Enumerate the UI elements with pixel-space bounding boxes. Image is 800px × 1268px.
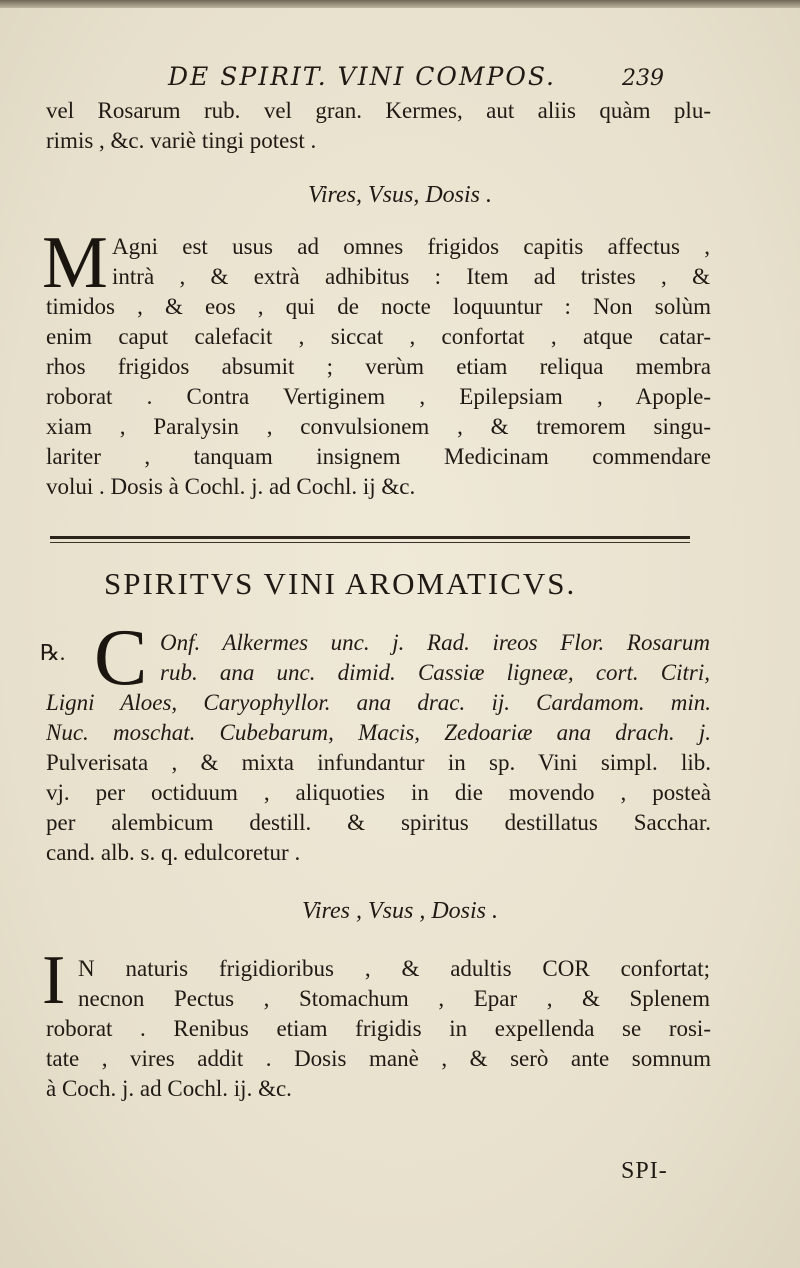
text-line: roborat . Renibus etiam frigidis in expellenda se rosi- xyxy=(46,1016,711,1041)
section-subhead: Vires , Vsus , Dosis . xyxy=(301,898,498,924)
text-line: volui . Dosis à Cochl. j. ad Cochl. ij &c. xyxy=(46,474,416,499)
section-divider xyxy=(50,536,690,539)
text-line: per alembicum destill. & spiritus destillatus Sacchar. xyxy=(46,810,711,835)
text-line: roborat . Contra Vertiginem , Epilepsiam , Apople- xyxy=(46,384,711,409)
section-title: SPIRITVS VINI AROMATICVS. xyxy=(104,566,577,601)
text-line: vel Rosarum rub. vel gran. Kermes, aut aliis quàm plu- xyxy=(46,98,711,123)
text-line: rhos frigidos absumit ; verùm etiam reliqua membra xyxy=(46,354,711,379)
drop-cap-initial: M xyxy=(42,222,108,304)
drop-cap-initial: I xyxy=(42,942,66,1019)
text-line: cand. alb. s. q. edulcoretur . xyxy=(46,840,301,865)
text-line: xiam , Paralysin , convulsionem , & tremorem singu- xyxy=(46,414,711,439)
section-subhead: Vires, Vsus, Dosis . xyxy=(307,182,492,208)
drop-cap-initial: C xyxy=(94,614,148,702)
section-divider-thin xyxy=(50,542,690,543)
text-line: intrà , & extrà adhibitus : Item ad tristes , & xyxy=(112,264,710,289)
text-line: Onf. Alkermes unc. j. Rad. ireos Flor. Rosarum xyxy=(160,630,710,655)
page-top-edge xyxy=(0,0,800,8)
text-line: rimis , &c. variè tingi potest . xyxy=(46,128,317,153)
running-head: DE SPIRIT. VINI COMPOS. xyxy=(168,62,557,91)
text-line: à Coch. j. ad Cochl. ij. &c. xyxy=(46,1076,292,1101)
text-line: N naturis frigidioribus , & adultis COR confortat; xyxy=(78,956,710,981)
text-line: enim caput calefacit , siccat , confortat , atque catar- xyxy=(46,324,711,349)
text-line: timidos , & eos , qui de nocte loquuntur : Non solùm xyxy=(46,294,711,319)
recipe-sign: ℞. xyxy=(40,640,66,665)
catchword: SPI- xyxy=(621,1158,668,1184)
page-header xyxy=(0,62,800,96)
page-number: 239 xyxy=(622,66,664,91)
text-line: tate , vires addit . Dosis manè , & serò ante somnum xyxy=(46,1046,711,1071)
text-line: Nuc. moschat. Cubebarum, Macis, Zedoariæ ana drach. j. xyxy=(46,720,711,745)
text-line: necnon Pectus , Stomachum , Epar , & Splenem xyxy=(78,986,710,1011)
text-line: Pulverisata , & mixta infundantur in sp. Vini simpl. lib. xyxy=(46,750,711,775)
text-line: lariter , tanquam insignem Medicinam commendare xyxy=(46,444,711,469)
text-line: Ligni Aloes, Caryophyllor. ana drac. ij. Cardamom. min. xyxy=(46,690,711,715)
text-line: vj. per octiduum , aliquoties in die movendo , posteà xyxy=(46,780,711,805)
text-line: Agni est usus ad omnes frigidos capitis affectus , xyxy=(112,234,710,259)
text-line: rub. ana unc. dimid. Cassiæ ligneæ, cort. Citri, xyxy=(160,660,710,685)
